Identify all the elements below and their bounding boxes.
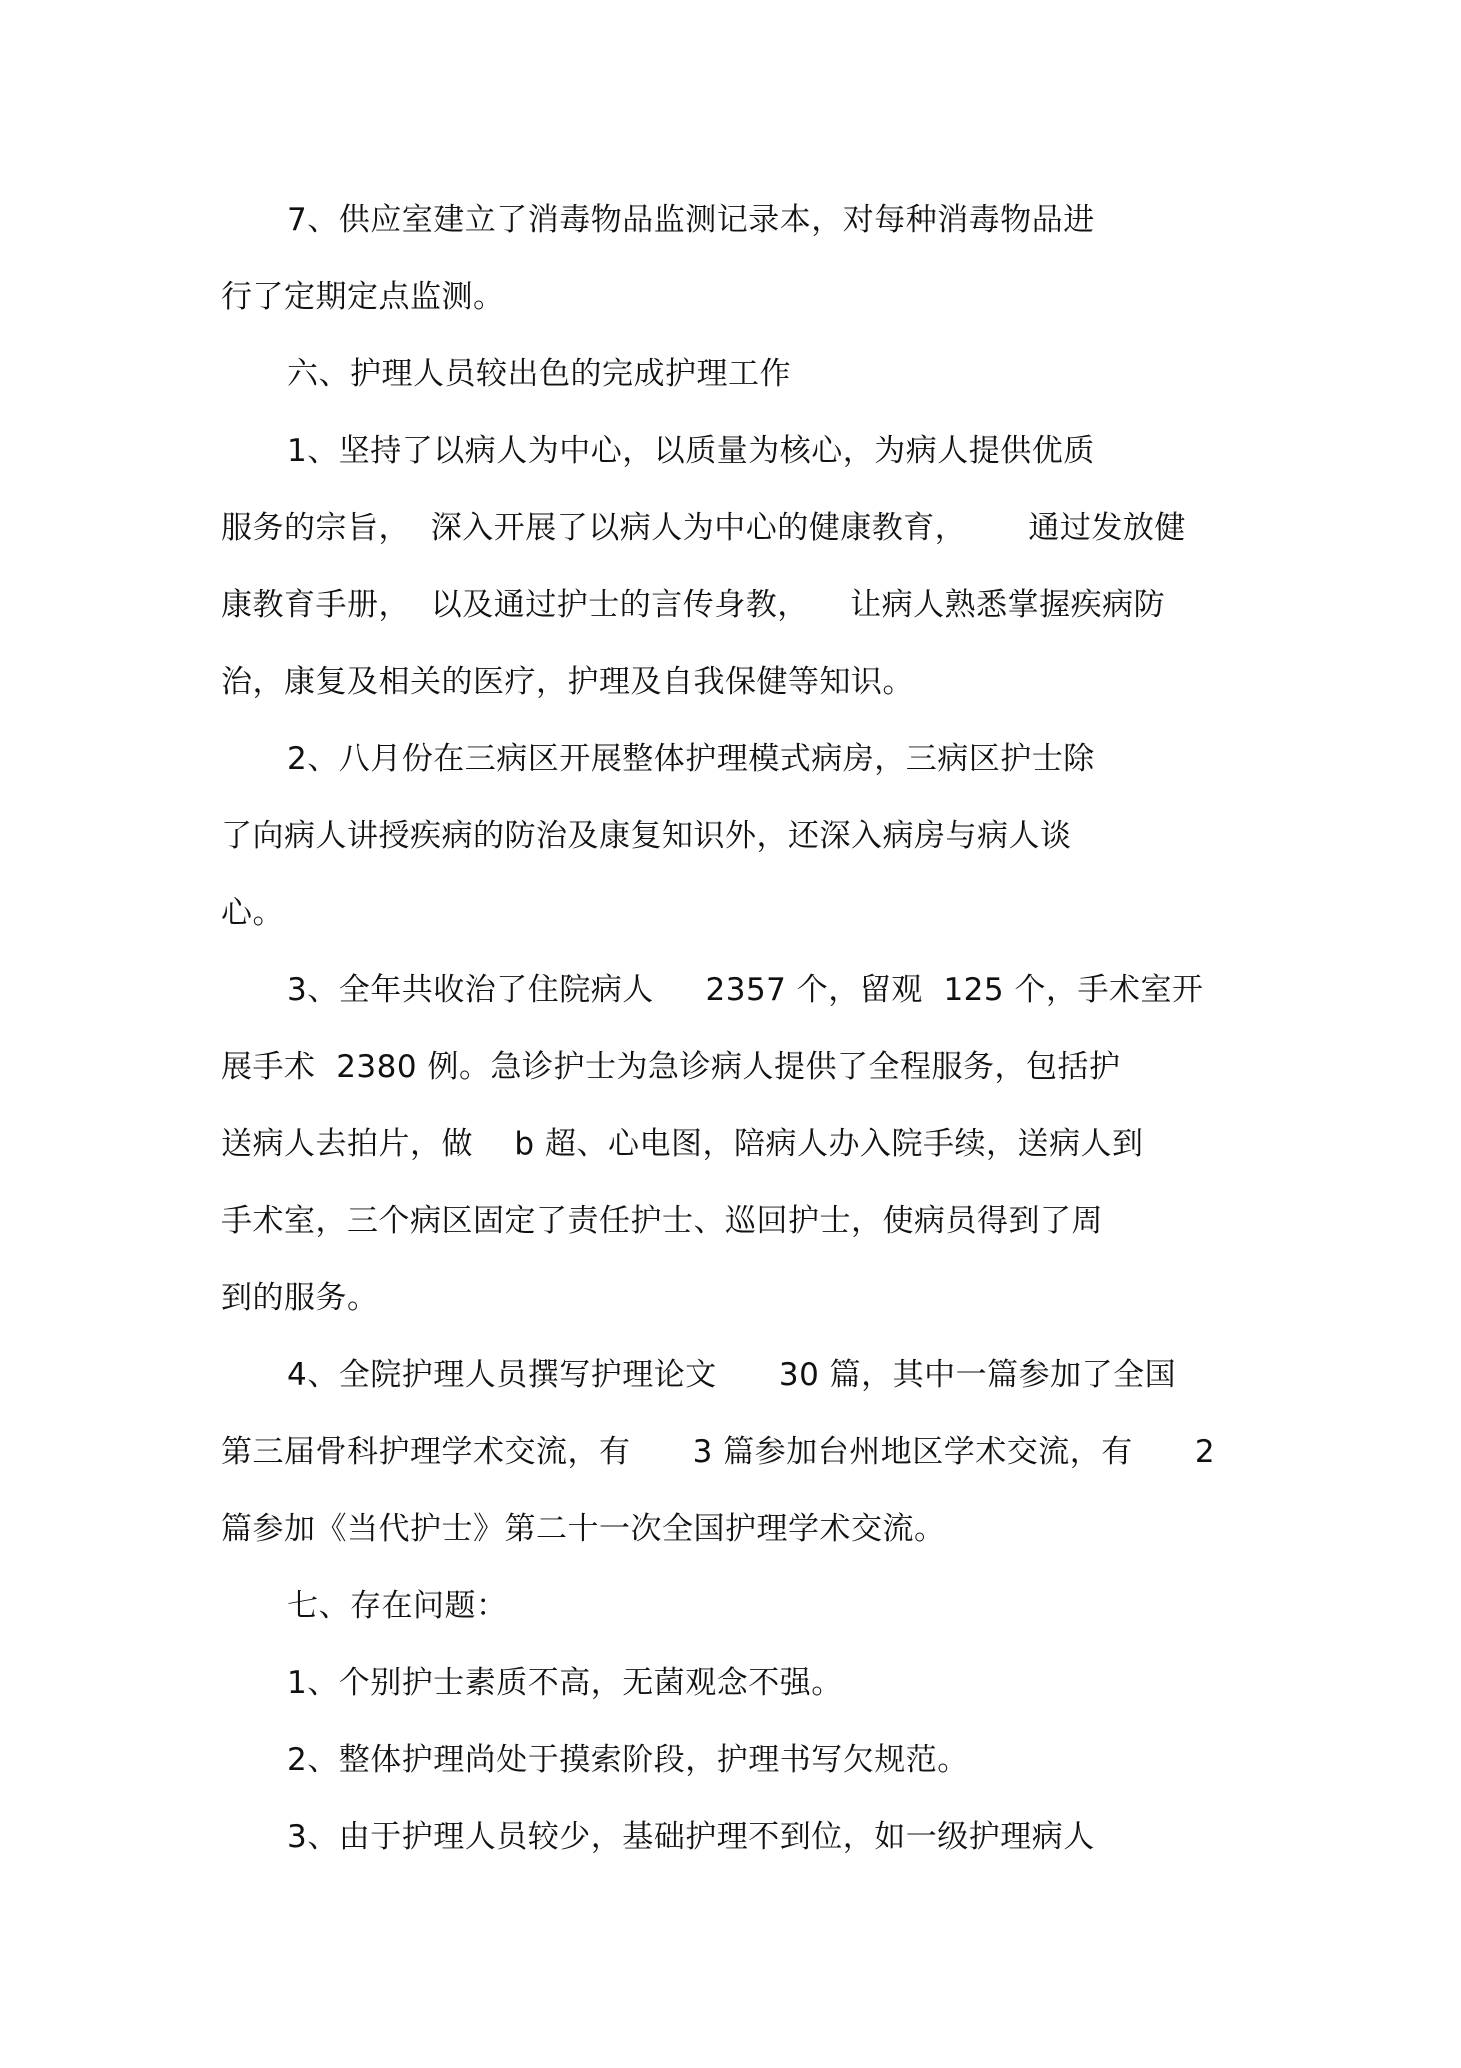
- paragraph-line: 2、八月份在三病区开展整体护理模式病房，三病区护士除: [287, 741, 1095, 777]
- section-heading: 六、护理人员较出色的完成护理工作: [287, 356, 791, 392]
- paragraph-line: 第三届骨科护理学术交流，有 3 篇参加台州地区学术交流，有 2: [221, 1434, 1216, 1470]
- paragraph-line: 1、坚持了以病人为中心，以质量为核心，为病人提供优质: [287, 433, 1095, 469]
- paragraph-line: 3、全年共收治了住院病人 2357 个，留观 125 个，手术室开: [287, 972, 1204, 1008]
- paragraph-line: 心。: [221, 895, 284, 931]
- paragraph-line: 篇参加《当代护士》第二十一次全国护理学术交流。: [221, 1511, 946, 1547]
- paragraph-line: 康教育手册， 以及通过护士的言传身教， 让病人熟悉掌握疾病防: [221, 587, 1166, 623]
- paragraph-line: 行了定期定点监测。: [221, 279, 505, 315]
- paragraph-line: 治，康复及相关的医疗，护理及自我保健等知识。: [221, 664, 914, 700]
- paragraph-line: 到的服务。: [221, 1280, 379, 1316]
- section-heading: 七、存在问题：: [287, 1588, 508, 1624]
- paragraph-line: 手术室，三个病区固定了责任护士、巡回护士，使病员得到了周: [221, 1203, 1103, 1239]
- list-item: 1、个别护士素质不高，无菌观念不强。: [287, 1665, 843, 1701]
- paragraph-line: 送病人去拍片，做 b 超、心电图，陪病人办入院手续，送病人到: [221, 1126, 1144, 1162]
- paragraph-line: 7、供应室建立了消毒物品监测记录本，对每种消毒物品进: [287, 202, 1095, 238]
- list-item: 2、整体护理尚处于摸索阶段，护理书写欠规范。: [287, 1742, 969, 1778]
- paragraph-line: 了向病人讲授疾病的防治及康复知识外，还深入病房与病人谈: [221, 818, 1072, 854]
- paragraph-line: 4、全院护理人员撰写护理论文 30 篇，其中一篇参加了全国: [287, 1357, 1177, 1393]
- paragraph-line: 展手术 2380 例。急诊护士为急诊病人提供了全程服务，包括护: [221, 1049, 1121, 1085]
- list-item: 3、由于护理人员较少，基础护理不到位，如一级护理病人: [287, 1819, 1095, 1855]
- paragraph-line: 服务的宗旨， 深入开展了以病人为中心的健康教育， 通过发放健: [221, 510, 1186, 546]
